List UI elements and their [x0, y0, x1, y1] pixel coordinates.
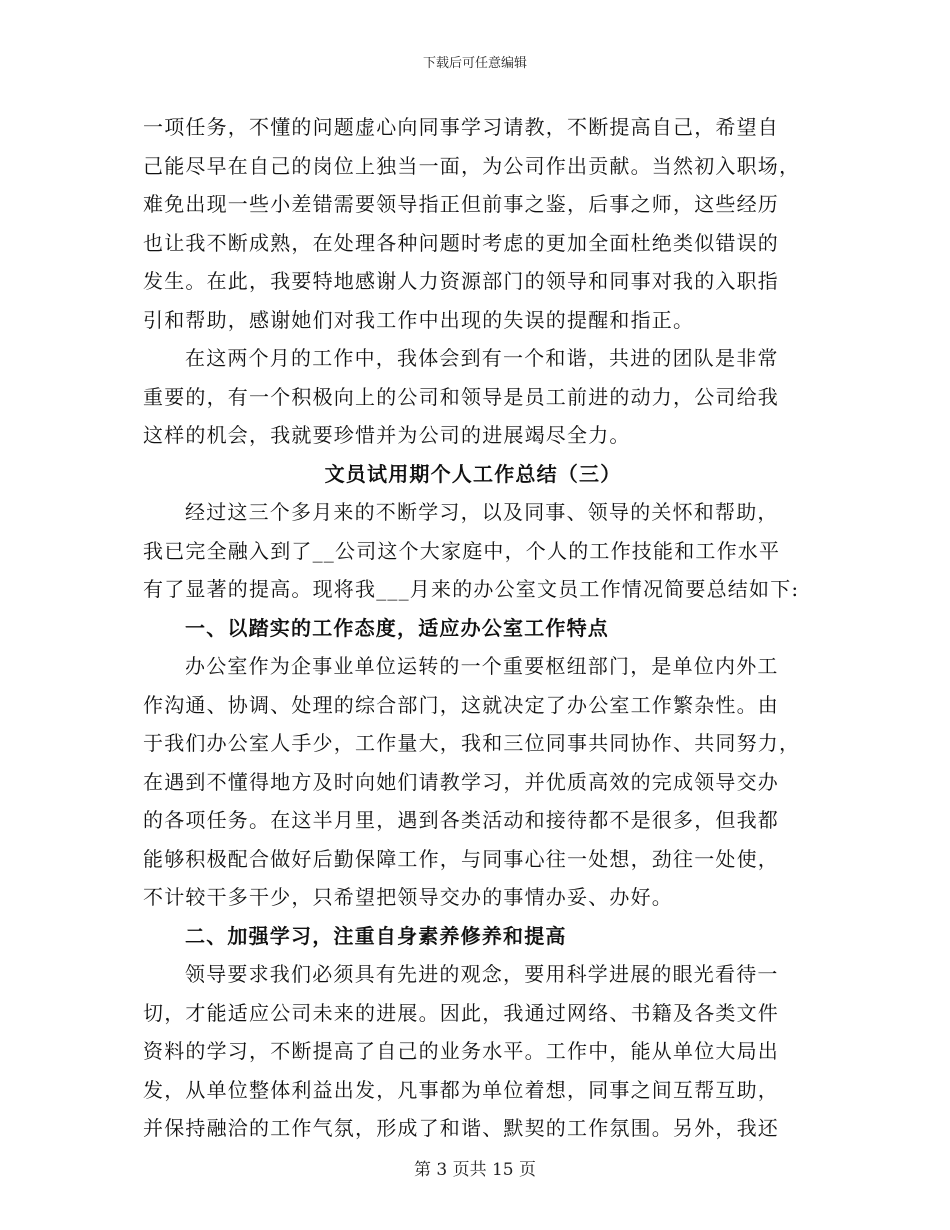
- text-line: 并保持融洽的工作气氛，形成了和谐、默契的工作氛围。另外，我还: [143, 1116, 779, 1140]
- text-line: 这样的机会，我就要珍惜并为公司的进展竭尽全力。: [143, 423, 631, 447]
- section-title: 文员试用期个人工作总结（三）: [324, 461, 622, 486]
- text-line: 切，才能适应公司未来的进展。因此，我通过网络、书籍及各类文件: [143, 1000, 779, 1025]
- paragraph-first-line: 办公室作为企事业单位运转的一个重要枢纽部门，是单位内外工: [185, 654, 779, 678]
- paragraph-first-line: 经过这三个多月来的不断学习，以及同事、领导的关怀和帮助，: [185, 500, 779, 524]
- text-line: 重要的，有一个积极向上的公司和领导是员工前进的动力，公司给我: [143, 384, 779, 409]
- page-header: 下载后可任意编辑: [422, 56, 527, 71]
- text-line: 也让我不断成熟，在处理各种问题时考虑的更加全面杜绝类似错误的: [143, 230, 779, 255]
- text-line: 的各项任务。在这半月里，遇到各类活动和接待都不是很多，但我都: [143, 808, 779, 832]
- section-heading: 二、加强学习，注重自身素养修养和提高: [185, 923, 567, 948]
- text-line: 资料的学习，不断提高了自己的业务水平。工作中，能从单位大局出: [143, 1039, 779, 1063]
- document-body: [143, 108, 803, 1148]
- text-line: 发，从单位整体利益出发，凡事都为单位着想，同事之间互帮互助，: [143, 1077, 779, 1102]
- text-line: 引和帮助，感谢她们对我工作中出现的失误的提醒和指正。: [143, 307, 695, 332]
- paragraph-first-line: 在这两个月的工作中，我体会到有一个和谐，共进的团队是非常: [185, 346, 779, 370]
- page-footer: 第 3 页共 15 页: [413, 1160, 537, 1180]
- paragraph-first-line: 领导要求我们必须具有先进的观念，要用科学进展的眼光看待一: [185, 962, 779, 986]
- text-line: 于我们办公室人手少，工作量大，我和三位同事共同协作、共同努力，: [143, 731, 801, 755]
- text-line: 能够积极配合做好后勤保障工作，与同事心往一处想，劲往一处使，: [143, 846, 779, 871]
- text-line: 一项任务，不懂的问题虚心向同事学习请教，不断提高自己，希望自: [143, 115, 779, 139]
- text-line: 有了显著的提高。现将我___月来的办公室文员工作情况简要总结如下:: [143, 577, 800, 601]
- text-line: 己能尽早在自己的岗位上独当一面，为公司作出贡献。当然初入职场，: [143, 153, 801, 178]
- text-line: 我已完全融入到了__公司这个大家庭中，个人的工作技能和工作水平: [143, 538, 781, 563]
- text-line: 作沟通、协调、处理的综合部门，这就决定了办公室工作繁杂性。由: [143, 692, 779, 717]
- text-line: 在遇到不懂得地方及时向她们请教学习，并优质高效的完成领导交办: [143, 769, 779, 794]
- text-line: 难免出现一些小差错需要领导指正但前事之鉴，后事之师，这些经历: [143, 192, 779, 216]
- text-line: 不计较干多干少，只希望把领导交办的事情办妥、办好。: [143, 885, 673, 909]
- text-line: 发生。在此，我要特地感谢人力资源部门的领导和同事对我的入职指: [143, 269, 779, 293]
- section-heading: 一、以踏实的工作态度，适应办公室工作特点: [185, 615, 609, 640]
